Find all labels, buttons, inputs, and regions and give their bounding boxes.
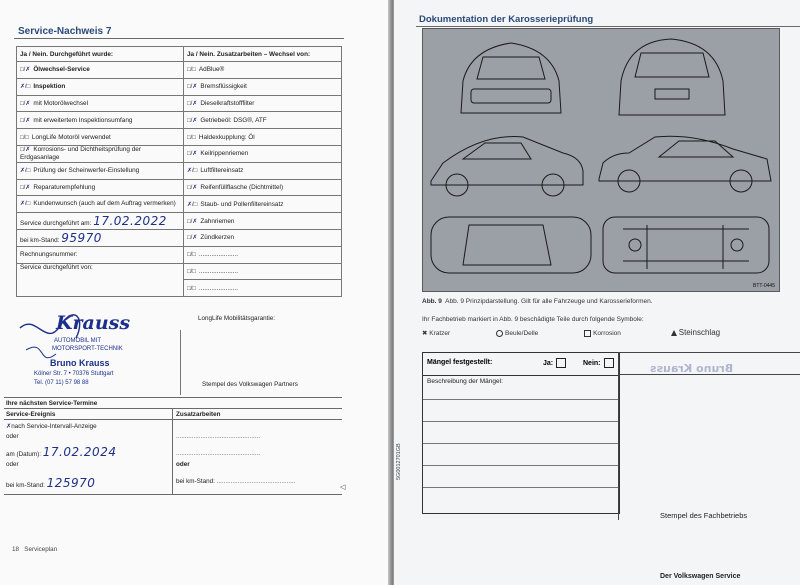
right-item[interactable]: □/□ AdBlue®: [184, 62, 342, 79]
right-item[interactable]: □/✗ Getriebeöl: DSG®, ATF: [184, 112, 342, 129]
ruled-line: [423, 421, 619, 422]
service-by-cell[interactable]: Service durchgeführt von:: [17, 263, 184, 297]
left-item[interactable]: □/✗ mit Motorölwechsel: [17, 95, 184, 112]
title-rule: [14, 38, 344, 39]
or-word: oder: [6, 433, 19, 440]
right-item[interactable]: □/✗ Zahnriemen: [184, 213, 342, 230]
next-date-row[interactable]: am (Datum): 17.02.2024: [6, 445, 117, 459]
car-outlines: [423, 29, 779, 291]
stonechip-symbol: Steinschlag: [671, 328, 720, 337]
next-km-row-right[interactable]: bei km-Stand: .............................................: [176, 478, 296, 485]
page-title: Dokumentation der Karosserieprüfung: [419, 14, 594, 25]
defects-box: [422, 352, 620, 514]
no-checkbox[interactable]: Nein:: [583, 358, 614, 368]
workshop-stamp-label: Stempel des Fachbetriebs: [660, 511, 748, 520]
next-rule: [4, 408, 342, 409]
next-rule: [4, 419, 342, 420]
right-item[interactable]: ✗/□ Luftfiltereinsatz: [184, 162, 342, 179]
ruled-line: [423, 465, 619, 466]
longlife-label: LongLife Mobilitätsgarantie:: [198, 315, 276, 322]
left-page: [0, 0, 392, 585]
next-col1: Service-Ereignis: [6, 411, 56, 418]
invoice-cell[interactable]: Rechnungsnummer:: [17, 246, 184, 263]
right-item[interactable]: □/✗ Reifenfüllflasche (Dichtmittel): [184, 179, 342, 196]
dots-line: ................................................: [176, 450, 260, 457]
km-value: 95970: [61, 230, 102, 245]
next-interval[interactable]: ✗nach Service-Intervall-Anzeige: [6, 423, 97, 430]
instruction-text: Ihr Fachbetrieb markiert in Abb. 9 beschädigte Teile durch folgende Symbole:: [422, 316, 644, 323]
side-code: 5G0012701GB: [396, 443, 402, 480]
next-km-row[interactable]: bei km-Stand: 125970: [6, 476, 96, 490]
left-item[interactable]: □/✗ mit erweitertem Inspektionsumfang: [17, 112, 184, 129]
ruled-line: [423, 443, 619, 444]
km-cell[interactable]: bei km-Stand: 95970: [17, 229, 184, 246]
left-item[interactable]: □/✗ Korrosions- und Dichtheitsprüfung der Erdgasanlage: [17, 145, 184, 162]
left-item[interactable]: ✗/□ Inspektion: [17, 78, 184, 95]
or-word: oder: [6, 461, 19, 468]
arrow-icon: ◁: [340, 484, 346, 491]
stamp-box-side: [618, 352, 619, 520]
scratch-symbol: ✖ Kratzer: [422, 330, 451, 337]
signature-scribble: [16, 308, 180, 394]
ruled-line: [423, 487, 619, 488]
right-item[interactable]: □/✗ Dieselkraftstofffilter: [184, 95, 342, 112]
car-diagram: [422, 28, 780, 292]
service-date-cell[interactable]: Service durchgeführt am: 17.02.2022: [17, 213, 184, 230]
title-rule: [416, 26, 800, 27]
page-footer-right: Der Volkswagen Service: [660, 573, 741, 580]
right-item[interactable]: □/□ ......................: [184, 280, 342, 297]
next-col2: Zusatzarbeiten: [176, 411, 221, 418]
figure-caption: Abb. 9 Abb. 9 Prinzipdarstellung. Gilt für alle Fahrzeuge und Karosserieformen.: [422, 298, 653, 305]
left-item[interactable]: ✗/□ Prüfung der Scheinwerfer-Einstellung: [17, 162, 184, 179]
right-item[interactable]: ✗/□ Staub- und Pollenfiltereinsatz: [184, 196, 342, 213]
defects-header: Mängel festgestellt: Ja: Nein:: [423, 353, 619, 376]
ruled-line: [423, 399, 619, 400]
service-date-value: 17.02.2022: [93, 214, 167, 229]
page-title: Service-Nachweis 7: [18, 26, 112, 37]
service-table: [16, 46, 342, 297]
dealer-stamp: Krauss AUTOMOBIL MIT MOTORSPORT-TECHNIK Bruno Krauss Kölner Str. 7 • 70376 Stuttgart Tel. (07 11) 57 98 88: [16, 308, 180, 394]
yes-checkbox[interactable]: Ja:: [543, 358, 566, 368]
next-date-value: 17.02.2024: [42, 445, 117, 459]
figure-code: BTT-0445: [753, 283, 775, 289]
dots-line: ................................................: [176, 433, 260, 440]
right-item[interactable]: □/□ ......................: [184, 246, 342, 263]
col-right-header: Ja / Nein. Zusatzarbeiten – Wechsel von:: [184, 47, 342, 62]
symbol-legend: [422, 328, 782, 337]
page-footer: 18 Serviceplan: [12, 546, 58, 553]
left-item[interactable]: □/✗ Reparaturempfehlung: [17, 179, 184, 196]
right-item[interactable]: □/□ ......................: [184, 263, 342, 280]
next-km-value: 125970: [46, 476, 96, 490]
stamp-box-top: [618, 352, 800, 353]
next-rule: [4, 494, 342, 495]
right-item[interactable]: □/✗ Zündkerzen: [184, 229, 342, 246]
right-item[interactable]: □/□ Haldexkupplung: Öl: [184, 129, 342, 146]
col-left-header: Ja / Nein. Durchgeführt wurde:: [17, 47, 184, 62]
next-rule: [4, 397, 342, 398]
or-word: oder: [176, 461, 190, 468]
next-divider: [172, 408, 173, 494]
right-item[interactable]: □/✗ Bremsflüssigkeit: [184, 78, 342, 95]
show-through-stamp: Bruno Krauss: [650, 362, 734, 375]
divider: [180, 330, 181, 395]
left-item[interactable]: □/□ LongLife Motoröl verwendet: [17, 129, 184, 146]
corrosion-symbol: Korrosion: [584, 330, 621, 337]
right-item[interactable]: □/✗ Keilrippenriemen: [184, 145, 342, 162]
partner-stamp-label: Stempel des Volkswagen Partners: [202, 381, 298, 388]
description-label: Beschreibung der Mängel:: [427, 378, 503, 385]
left-item[interactable]: ✗/□ Kundenwunsch (auch auf dem Auftrag vermerken): [17, 196, 184, 213]
left-item[interactable]: □/✗ Ölwechsel-Service: [17, 62, 184, 79]
dent-symbol: Beule/Delle: [496, 330, 538, 337]
next-title: Ihre nächsten Service-Termine: [6, 400, 98, 407]
